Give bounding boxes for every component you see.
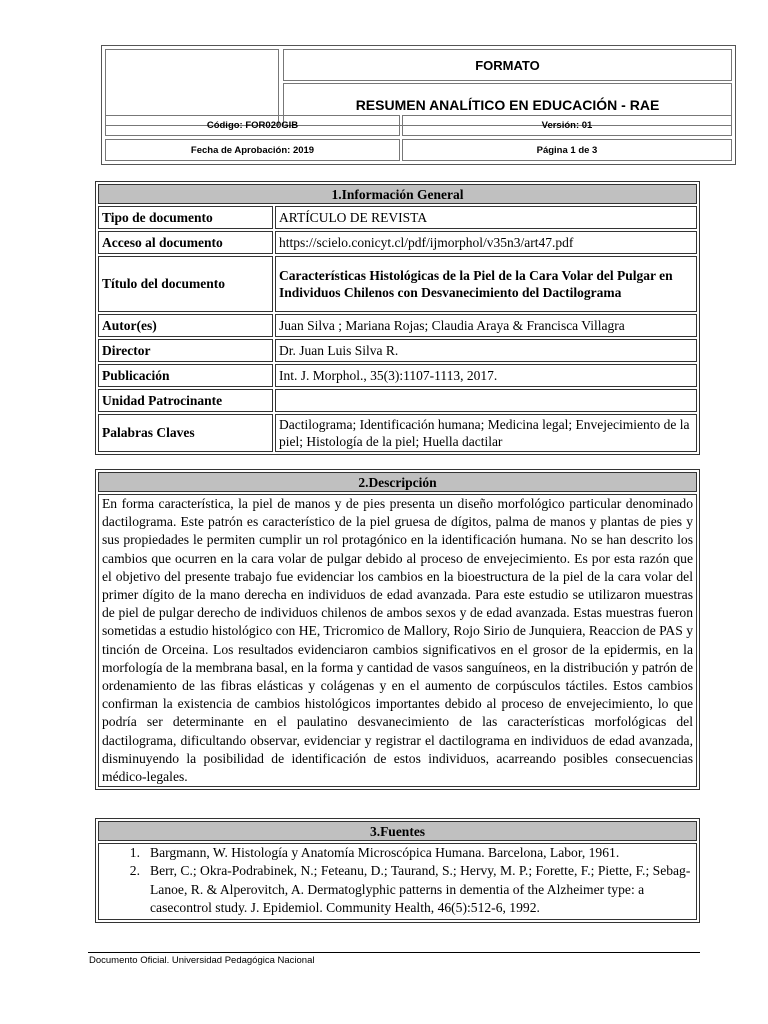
info-label: Autor(es) xyxy=(98,314,273,337)
fuentes-list xyxy=(98,843,697,920)
info-label: Palabras Claves xyxy=(98,414,273,452)
document-header xyxy=(101,45,736,165)
footer-text: Documento Oficial. Universidad Pedagógica Nacional xyxy=(89,955,315,966)
formato-title: FORMATO xyxy=(283,49,732,81)
fuentes-heading: 3.Fuentes xyxy=(98,821,697,841)
fuentes-table xyxy=(95,818,700,923)
info-row-director xyxy=(98,339,697,362)
info-row-unidad xyxy=(98,389,697,412)
info-row-publicacion xyxy=(98,364,697,387)
list-item-number: 2. xyxy=(129,863,140,879)
descripcion-text: En forma característica, la piel de manos y de pies presenta un diseño morfológico particular denominado dactilograma. Este patrón es característico de la piel gruesa de dígitos, palma de manos y plantas de pies y sus propiedades le permiten cumplir un rol protagónico en la identificación humana. No se han descrito los cambios que ocurren en la cara volar de pulgar debido al proceso de envejecimiento. Es por esta razón que el objetivo del presente trabajo fue evidenciar los cambios en la bioestructura de la piel de la cara volar del primer dígito de la mano derecha en individuos de edad avanzada. Para este estudio se utilizaron muestras de piel de pulgar derecho de individuos chilenos de ambos sexos y de edad avanzada. Estas muestras fueron sometidas a estudio histológico con HE, Tricromico de Mallory, Rojo Sirio de Junquiera, Reaccion de PAS y tinción de Orceina. Los resultados evidenciaron cambios significativos en el grosor de la epidermis, en la morfología de la membrana basal, en la forma y cantidad de vasos sanguíneos, en la distribución y patrón de ordenamiento de las fibras elásticas y colágenas y en el aumento de corpúsculos táctiles. Estos cambios confirman la existencia de cambios histológicos importantes debido al proceso de envejecimiento, lo que podría ser determinante en el paulatino desvanecimiento de las características morfológicas del dactilograma, dificultando observar, evidenciar y registrar el dactilograma en individuos de edad avanzada, disminuyendo la posibilidad de identificación de estos individuos, acarreando posibles consecuencias médico-legales. xyxy=(98,494,697,787)
list-item-text: Berr, C.; Okra-Podrabinek, N.; Feteanu, D.; Taurand, S.; Hervy, M. P.; Forette, F.; Piette, F.; Sebag-Lanoe, R. & Alperovitch, A. Dermatoglyphic patterns in dementia of the Alzheimer type: a casecontrol study. J. Epidemiol. Community Health, 46(5):512-6, 1992. xyxy=(150,863,691,915)
list-item-number: 1. xyxy=(129,845,140,860)
info-label: Tipo de documento xyxy=(98,206,273,229)
info-value: ARTÍCULO DE REVISTA xyxy=(275,206,697,229)
info-label: Publicación xyxy=(98,364,273,387)
rae-title: RESUMEN ANALÍTICO EN EDUCACIÓN - RAE xyxy=(283,83,732,126)
version-cell: Versión: 01 xyxy=(402,115,732,136)
info-general-table xyxy=(95,181,700,455)
list-item xyxy=(102,862,693,917)
codigo-cell: Código: FOR020GIB xyxy=(105,115,400,136)
info-label: Título del documento xyxy=(98,256,273,312)
info-value: Juan Silva ; Mariana Rojas; Claudia Araya & Francisca Villagra xyxy=(275,314,697,337)
info-row-titulo xyxy=(98,256,697,312)
footer-divider xyxy=(88,952,700,953)
info-row-autores xyxy=(98,314,697,337)
info-value: Int. J. Morphol., 35(3):1107-1113, 2017. xyxy=(275,364,697,387)
fecha-cell: Fecha de Aprobación: 2019 xyxy=(105,139,400,161)
info-label: Director xyxy=(98,339,273,362)
info-row-tipo xyxy=(98,206,697,229)
info-general-heading: 1.Información General xyxy=(98,184,697,204)
info-value: Características Histológicas de la Piel de la Cara Volar del Pulgar en Individuos Chilenos con Desvanecimiento del Dactilograma xyxy=(275,256,697,312)
info-row-palabras xyxy=(98,414,697,452)
info-label: Unidad Patrocinante xyxy=(98,389,273,412)
info-value: Dactilograma; Identificación humana; Medicina legal; Envejecimiento de la piel; Histología de la piel; Huella dactilar xyxy=(275,414,697,452)
info-value xyxy=(275,389,697,412)
info-label: Acceso al documento xyxy=(98,231,273,254)
descripcion-heading: 2.Descripción xyxy=(98,472,697,492)
descripcion-table xyxy=(95,469,700,790)
info-row-acceso xyxy=(98,231,697,254)
list-item xyxy=(102,844,693,862)
list-item-text: Bargmann, W. Histología y Anatomía Microscópica Humana. Barcelona, Labor, 1961. xyxy=(150,845,620,860)
info-value-link[interactable]: https://scielo.conicyt.cl/pdf/ijmorphol/v35n3/art47.pdf xyxy=(275,231,697,254)
info-value: Dr. Juan Luis Silva R. xyxy=(275,339,697,362)
pagina-cell: Página 1 de 3 xyxy=(402,139,732,161)
